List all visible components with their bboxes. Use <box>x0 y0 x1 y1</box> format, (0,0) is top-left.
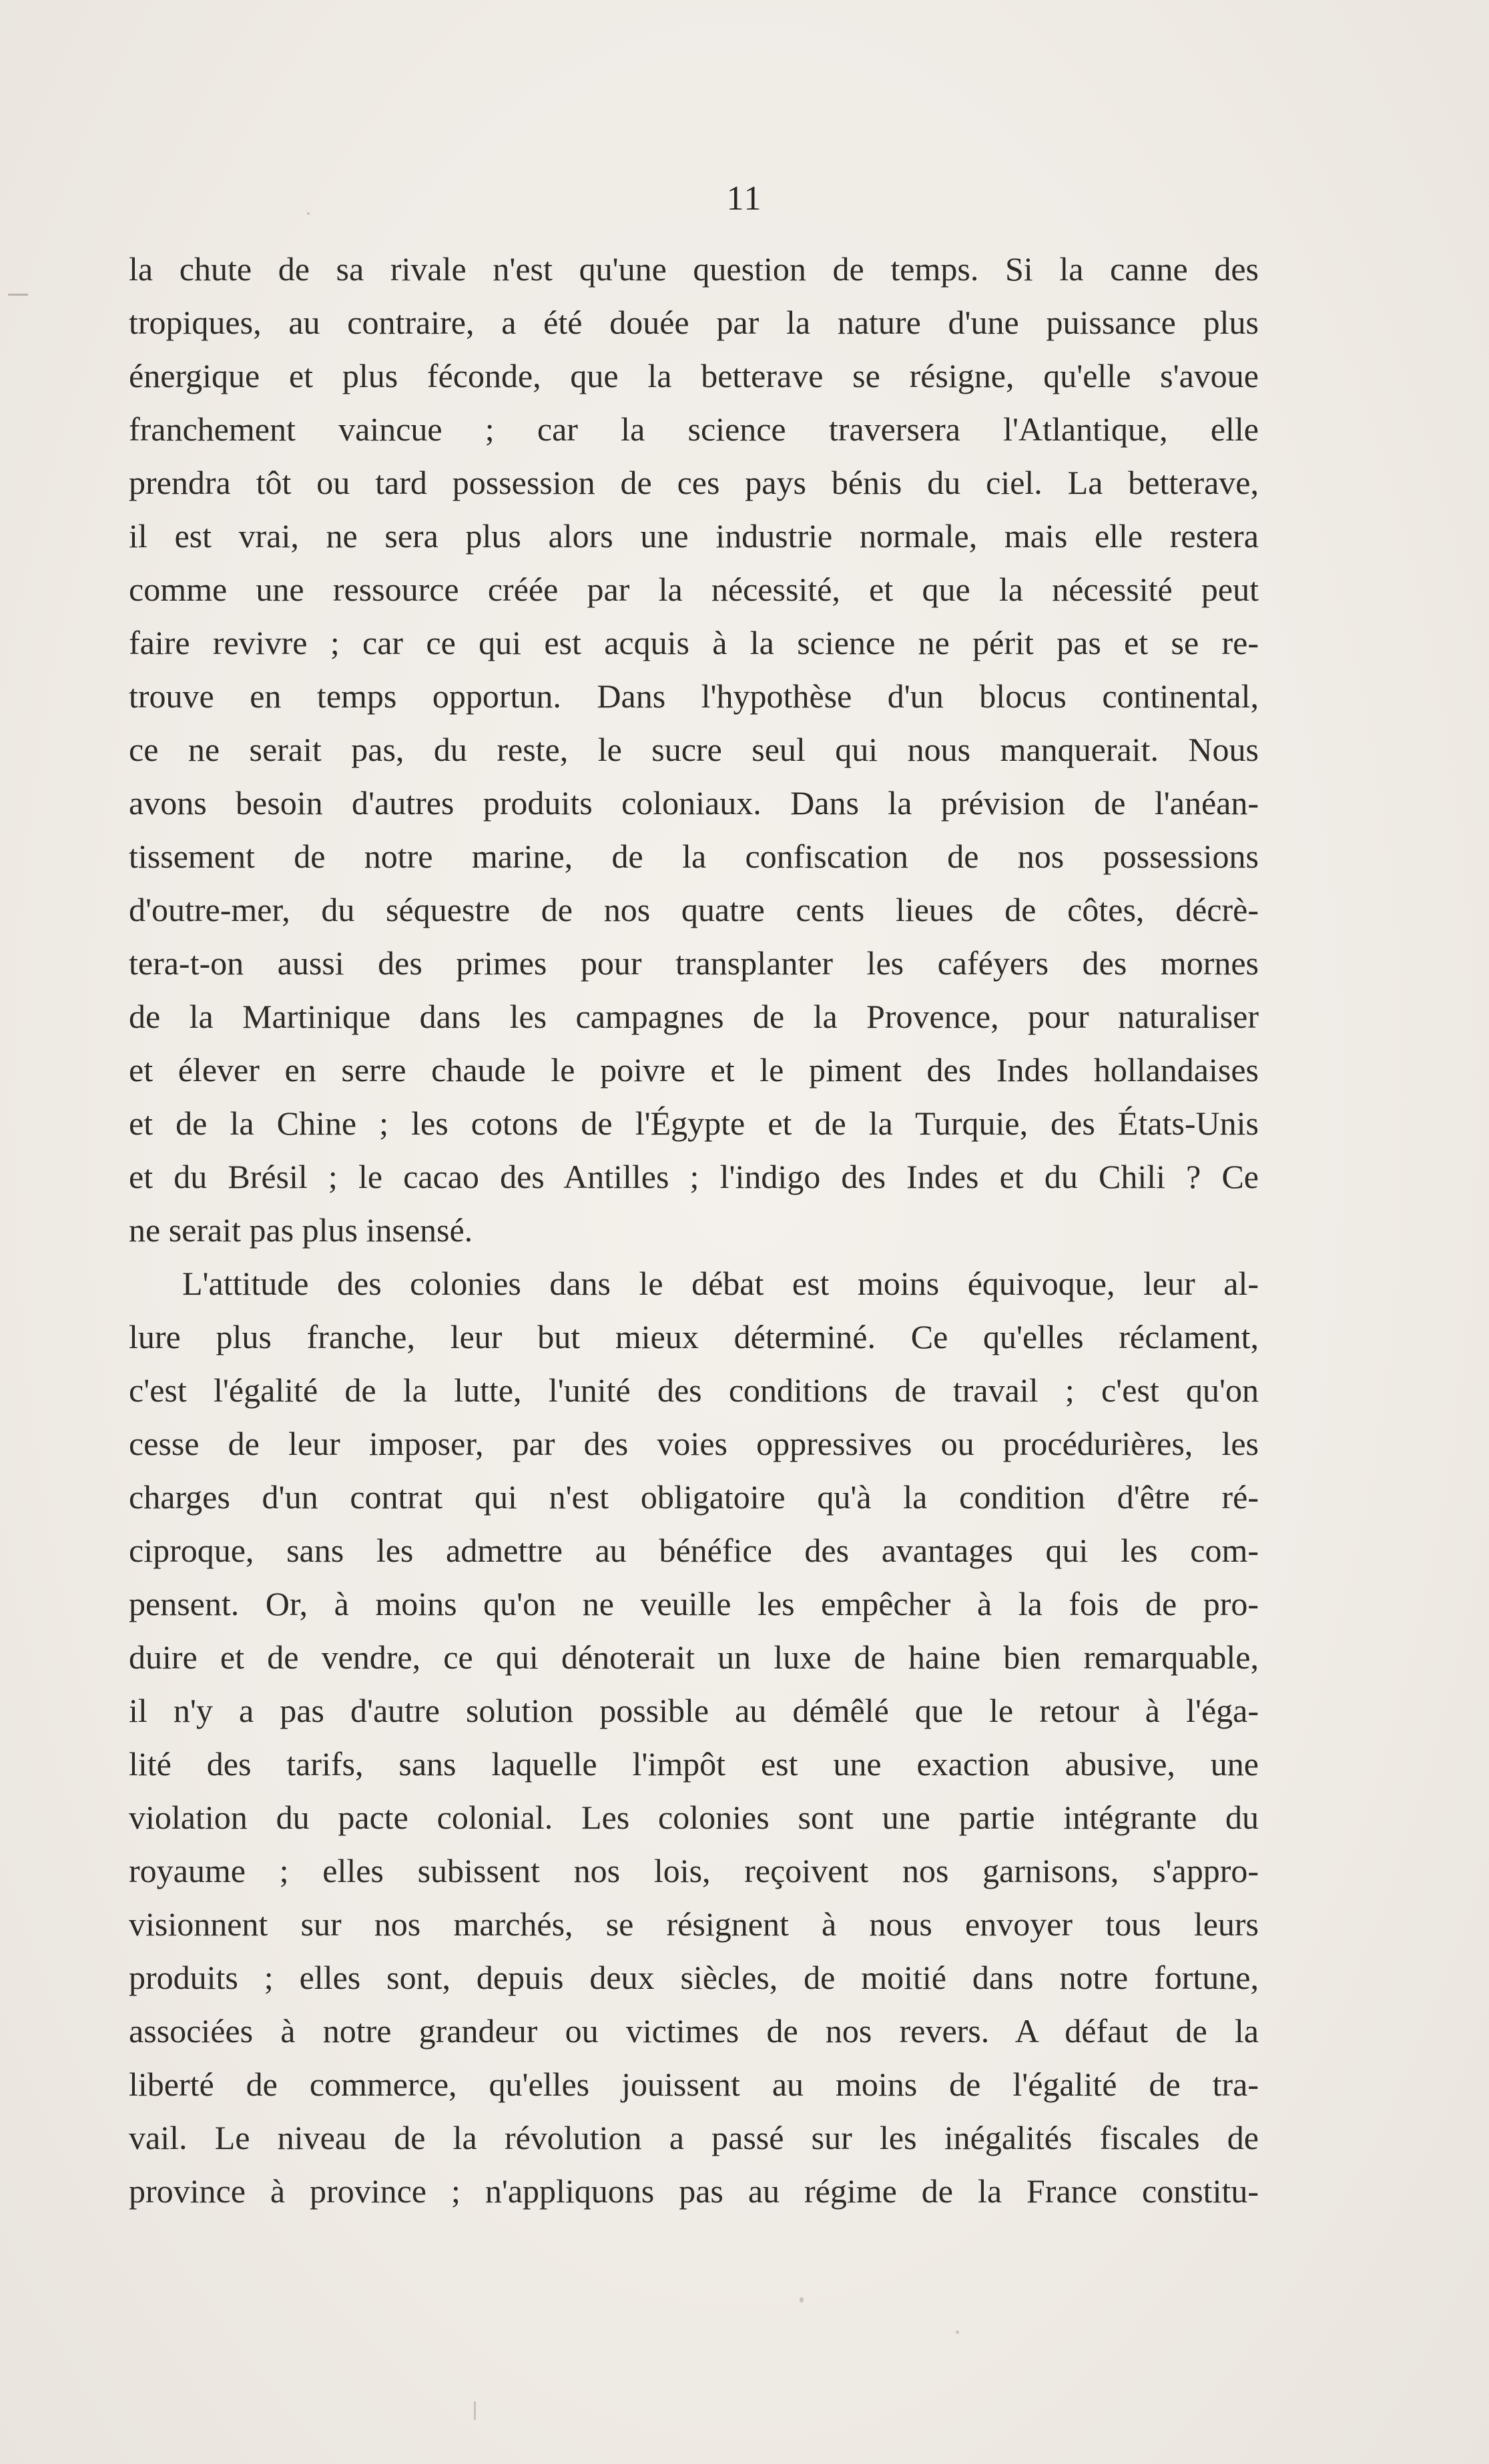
text-line: lure plus franche, leur but mieux déterminé. Ce qu'elles réclament, <box>129 1318 1259 1355</box>
paper-speck <box>474 2401 476 2420</box>
text-line: trouve en temps opportun. Dans l'hypothèse d'un blocus continental, <box>129 677 1259 715</box>
text-line: duire et de vendre, ce qui dénoterait un luxe de haine bien remarquable, <box>129 1638 1259 1676</box>
text-line: royaume ; elles subissent nos lois, reçoivent nos garnisons, s'appro- <box>129 1852 1259 1889</box>
text-line: cesse de leur imposer, par des voies oppressives ou procédurières, les <box>129 1425 1259 1462</box>
text-line: et de la Chine ; les cotons de l'Égypte et de la Turquie, des États-Unis <box>129 1105 1259 1142</box>
text-line: il n'y a pas d'autre solution possible au démêlé que le retour à l'éga- <box>129 1692 1259 1729</box>
text-line: lité des tarifs, sans laquelle l'impôt est une exaction abusive, une <box>129 1745 1259 1783</box>
text-line: province à province ; n'appliquons pas au régime de la France constitu- <box>129 2172 1259 2210</box>
text-line: associées à notre grandeur ou victimes de nos revers. A défaut de la <box>129 2012 1259 2050</box>
text-line: violation du pacte colonial. Les colonies sont une partie intégrante du <box>129 1799 1259 1836</box>
text-line: prendra tôt ou tard possession de ces pays bénis du ciel. La betterave, <box>129 464 1259 501</box>
text-line: ciproque, sans les admettre au bénéfice des avantages qui les com- <box>129 1532 1259 1569</box>
text-line: pensent. Or, à moins qu'on ne veuille les empêcher à la fois de pro- <box>129 1585 1259 1622</box>
body-text <box>129 242 1259 2218</box>
text-line: vail. Le niveau de la révolution a passé sur les inégalités fiscales de <box>129 2119 1259 2156</box>
paragraph-end-line: ne serait pas plus insensé. <box>129 1211 473 1249</box>
margin-mark <box>8 294 28 296</box>
text-line: produits ; elles sont, depuis deux siècles, de moitié dans notre fortune, <box>129 1959 1259 1996</box>
text-line: c'est l'égalité de la lutte, l'unité des conditions de travail ; c'est qu'on <box>129 1371 1259 1409</box>
text-line: la chute de sa rivale n'est qu'une question de temps. Si la canne des <box>129 250 1259 288</box>
text-line: faire revivre ; car ce qui est acquis à la science ne périt pas et se re- <box>129 624 1259 661</box>
text-line: avons besoin d'autres produits coloniaux. Dans la prévision de l'anéan- <box>129 784 1259 822</box>
page-number: 11 <box>726 180 763 218</box>
paper-speck <box>956 2331 959 2334</box>
text-line: de la Martinique dans les campagnes de la Provence, pour naturaliser <box>129 998 1259 1035</box>
text-line: comme une ressource créée par la nécessité, et que la nécessité peut <box>129 571 1259 608</box>
text-line: liberté de commerce, qu'elles jouissent au moins de l'égalité de tra- <box>129 2066 1259 2103</box>
text-line: ce ne serait pas, du reste, le sucre seul qui nous manquerait. Nous <box>129 731 1259 768</box>
text-line: il est vrai, ne sera plus alors une industrie normale, mais elle restera <box>129 517 1259 555</box>
text-line: tissement de notre marine, de la confiscation de nos possessions <box>129 838 1259 875</box>
paragraph-start-line: L'attitude des colonies dans le débat est moins équivoque, leur al- <box>182 1265 1259 1302</box>
text-line: d'outre-mer, du séquestre de nos quatre cents lieues de côtes, décrè- <box>129 891 1259 928</box>
text-line: tera-t-on aussi des primes pour transplanter les caféyers des mornes <box>129 944 1259 982</box>
text-line: charges d'un contrat qui n'est obligatoire qu'à la condition d'être ré- <box>129 1478 1259 1516</box>
text-line: franchement vaincue ; car la science traversera l'Atlantique, elle <box>129 410 1259 448</box>
paper-speck <box>800 2297 804 2302</box>
text-line: tropiques, au contraire, a été douée par la nature d'une puissance plus <box>129 304 1259 341</box>
text-line: et du Brésil ; le cacao des Antilles ; l'indigo des Indes et du Chili ? Ce <box>129 1158 1259 1195</box>
text-line: visionnent sur nos marchés, se résignent à nous envoyer tous leurs <box>129 1905 1259 1943</box>
text-line: énergique et plus féconde, que la betterave se résigne, qu'elle s'avoue <box>129 357 1259 394</box>
text-line: et élever en serre chaude le poivre et le piment des Indes hollandaises <box>129 1051 1259 1089</box>
